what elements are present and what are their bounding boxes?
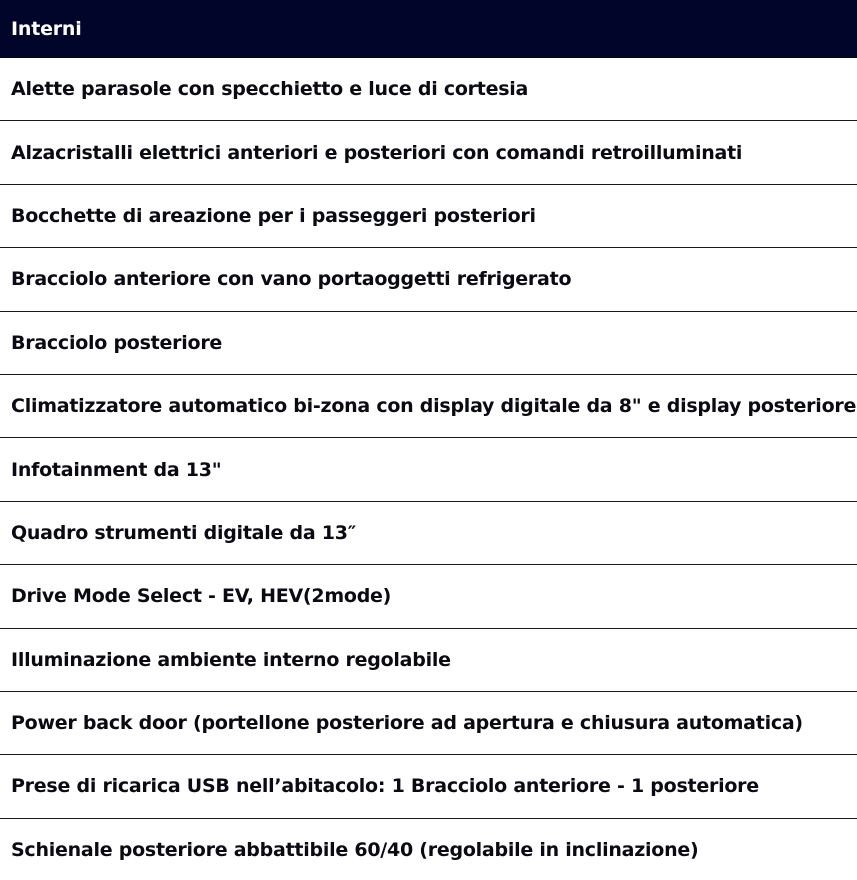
feature-label: Climatizzatore automatico bi-zona con display digitale da 8" e display posteriore — [11, 395, 857, 418]
feature-label: Prese di ricarica USB nell’abitacolo: 1 Bracciolo anteriore - 1 posteriore — [11, 775, 759, 798]
feature-row — [0, 819, 857, 880]
feature-row — [0, 312, 857, 375]
feature-row — [0, 375, 857, 438]
feature-row — [0, 248, 857, 311]
feature-list — [0, 58, 857, 880]
feature-row — [0, 121, 857, 184]
feature-row — [0, 629, 857, 692]
feature-row — [0, 438, 857, 501]
section-title: Interni — [11, 18, 82, 40]
section-header — [0, 0, 857, 58]
feature-label: Power back door (portellone posteriore ad apertura e chiusura automatica) — [11, 712, 803, 735]
feature-row — [0, 692, 857, 755]
feature-label: Bracciolo anteriore con vano portaoggetti refrigerato — [11, 268, 572, 291]
feature-row — [0, 58, 857, 121]
feature-label: Schienale posteriore abbattibile 60/40 (regolabile in inclinazione) — [11, 838, 699, 861]
feature-label: Illuminazione ambiente interno regolabile — [11, 648, 451, 671]
feature-row — [0, 502, 857, 565]
feature-label: Bracciolo posteriore — [11, 331, 223, 354]
feature-row — [0, 755, 857, 818]
feature-label: Quadro strumenti digitale da 13″ — [11, 521, 356, 544]
feature-label: Infotainment da 13" — [11, 458, 222, 481]
feature-row — [0, 185, 857, 248]
feature-row — [0, 565, 857, 628]
feature-label: Alzacristalli elettrici anteriori e posteriori con comandi retroilluminati — [11, 141, 743, 164]
feature-label: Bocchette di areazione per i passeggeri posteriori — [11, 204, 536, 227]
feature-label: Drive Mode Select - EV, HEV(2mode) — [11, 585, 392, 608]
feature-label: Alette parasole con specchietto e luce di cortesia — [11, 78, 529, 101]
